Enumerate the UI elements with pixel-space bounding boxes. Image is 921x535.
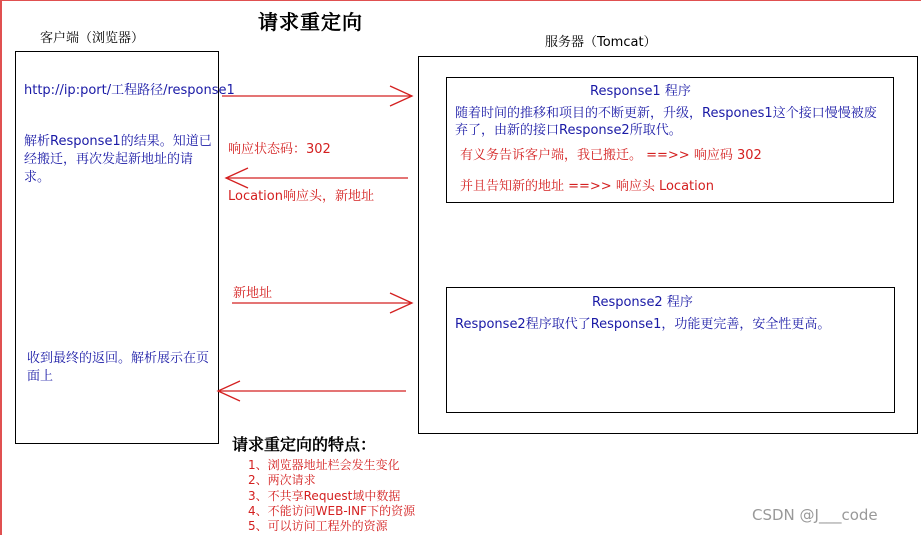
features-title: 请求重定向的特点： bbox=[232, 435, 377, 454]
response1-title: Response1 程序 bbox=[590, 84, 691, 99]
request-url: http://ip:port/工程路径/response1 bbox=[24, 83, 235, 98]
client-final-text: 收到最终的返回。解析展示在页面上 bbox=[27, 351, 210, 384]
arrow-request-1 bbox=[222, 86, 412, 106]
response1-desc: 随着时间的推移和项目的不断更新，升级，Respones1这个接口慢慢被废弃了，由新的接口Response2所取代。 bbox=[455, 106, 877, 138]
diagram-title: 请求重定向 bbox=[258, 10, 363, 34]
feature-item: 5、可以访问工程外的资源 bbox=[248, 519, 388, 533]
arrow-final-response bbox=[218, 381, 406, 401]
client-parse-text: 解析Response1的结果。知道已经搬迁，再次发起新地址的请求。 bbox=[24, 134, 212, 185]
status-code-label: 响应状态码：302 bbox=[228, 142, 331, 157]
location-label: Location响应头，新地址 bbox=[228, 189, 374, 204]
arrow-request-2 bbox=[232, 293, 412, 313]
watermark: CSDN @J___code bbox=[752, 506, 878, 524]
server-label: 服务器（Tomcat） bbox=[545, 35, 657, 50]
feature-item: 2、两次请求 bbox=[248, 473, 316, 487]
feature-item: 1、浏览器地址栏会发生变化 bbox=[248, 458, 400, 472]
feature-item: 3、不共享Request域中数据 bbox=[248, 489, 401, 503]
response2-title: Response2 程序 bbox=[592, 295, 693, 310]
new-address-label: 新地址 bbox=[233, 286, 273, 301]
response2-desc: Response2程序取代了Response1，功能更完善，安全性更高。 bbox=[455, 317, 831, 332]
client-label: 客户端（浏览器） bbox=[40, 31, 145, 46]
arrow-redirect-302 bbox=[226, 168, 408, 188]
feature-item: 4、不能访问WEB-INF下的资源 bbox=[248, 504, 416, 518]
response1-tell: 并且告知新的地址 ==>> 响应头 Location bbox=[460, 179, 714, 194]
response1-duty: 有义务告诉客户端，我已搬迁。 ==>> 响应码 302 bbox=[460, 148, 762, 163]
